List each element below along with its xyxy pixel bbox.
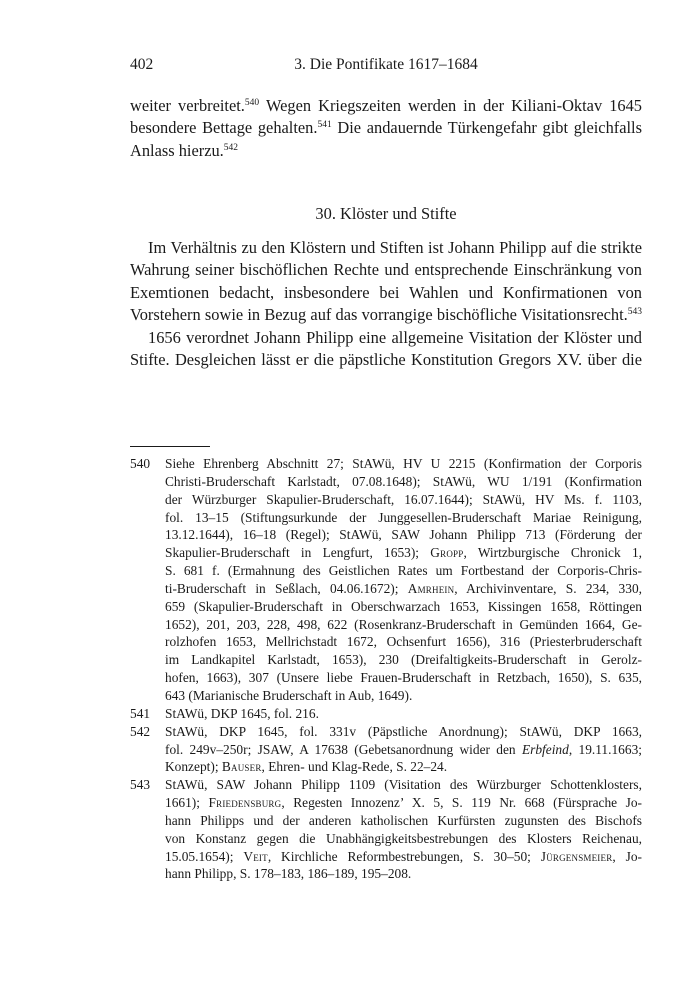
paragraph-intro	[130, 95, 642, 162]
footnote-line: Skapulier-Bruderschaft in Lengfurt, 1653); Gropp, Wirtzburgische Chronick 1,	[165, 545, 642, 561]
page-number: 402	[130, 56, 154, 73]
author-name: Bauser	[221, 759, 262, 775]
footnote-line: fol. 249v–250r; JSAW, A 17638 (Gebetsanordnung wider den Erbfeind, 19.11.1663;	[165, 741, 642, 757]
author-name: Jürgensmeier	[540, 848, 613, 864]
footnote-540	[130, 455, 642, 705]
text-line: Vorstehern sowie in Bezug auf das vorrangige bischöfliche Visitationsrecht.$^{543}$	[130, 305, 642, 325]
footnote-line: 15.05.1654); Veit, Kirchliche Reformbestrebungen, S. 30–50; Jürgensmeier, Jo-	[165, 848, 643, 864]
footnote-line: Christi-Bruderschaft Karlstadt, 07.08.1648); StAWü, WU 1/191 (Konfirmation	[165, 473, 642, 489]
footnote-line: 643 (Marianische Bruderschaft in Aub, 1649).	[165, 687, 413, 703]
footnote-ref-540[interactable]: 540	[244, 98, 260, 108]
emphasis: Erbfeind	[521, 741, 569, 757]
text-line: besondere Bettage gehalten.$^{541}$ Die andauernde Türkengefahr gibt gleichfalls	[130, 118, 642, 138]
footnote-line: der Würzburger Skapulier-Bruderschaft, 16.07.1644); StAWü, HV Ms. f. 1103,	[165, 491, 642, 507]
footnote-line: 1661); Friedensburg, Regesten Innozenz’ X. 5, S. 119 Nr. 668 (Fürsprache Jo-	[165, 795, 643, 811]
running-title: 3. Die Pontifikate 1617–1684	[294, 56, 478, 73]
footnote-542	[130, 723, 642, 777]
text-line: Im Verhältnis zu den Klöstern und Stiften ist Johann Philipp auf die strikte	[148, 238, 642, 257]
text-line: 1656 verordnet Johann Philipp eine allgemeine Visitation der Klöster und	[148, 327, 642, 347]
footnote-separator	[130, 446, 210, 447]
footnote-line: StAWü, DKP 1645, fol. 216.	[165, 705, 319, 721]
footnote-line: hann Philipps und der anderen katholischen Kurfürsten zugunsten des Bischofs	[165, 812, 642, 828]
text-line: Exemtionen bedacht, insbesondere bei Wahlen und Konfirmationen von	[130, 282, 642, 302]
footnote-ref-542[interactable]: 542	[223, 142, 239, 153]
footnote-line: hofen, 1663), 307 (Unsere liebe Frauen-Bruderschaft in Retzbach, 1650), S. 635,	[165, 670, 642, 686]
footnote-number: 542	[130, 723, 151, 739]
running-header	[130, 56, 642, 78]
text-line: Wahrung seiner bischöflichen Rechte und entsprechende Einschränkung von	[130, 260, 642, 280]
footnote-line: im Landkapitel Karlstadt, 1653), 230 (Dreifaltigkeits-Bruderschaft in Gerolz-	[165, 652, 642, 668]
text-line: Stifte. Desgleichen lässt er die päpstliche Konstitution Gregors XV. über die	[130, 349, 642, 369]
footnote-ref-543[interactable]: 543	[627, 307, 642, 318]
footnote-number: 543	[130, 777, 151, 793]
footnote-543	[130, 776, 642, 883]
footnote-number: 540	[130, 456, 151, 471]
section-heading: 30. Klöster und Stifte	[315, 204, 457, 223]
footnote-line: rolzhofen 1653, Mellrichstadt 1672, Ochsenfurt 1656), 316 (Priesterbruderschaft	[165, 634, 642, 650]
footnote-541	[130, 705, 642, 723]
paragraph-kloester	[130, 237, 642, 371]
footnote-line: Konzept); Bauser, Ehren- und Klag-Rede, S. 22–24.	[165, 759, 448, 775]
footnote-line: S. 681 f. (Ermahnung des Geistlichen Rates um Fortbestand der Corporis-Chris-	[165, 563, 642, 579]
author-name: Veit	[243, 848, 268, 864]
footnote-line: Siehe Ehrenberg Abschnitt 27; StAWü, HV U 2215 (Konfirmation der Corporis	[165, 456, 642, 471]
text-line: weiter verbreitet.$^{540}$ Wegen Kriegszeiten werden in der Kiliani-Oktav 1645	[130, 96, 642, 115]
footnote-ref-541[interactable]: 541	[317, 120, 332, 131]
footnote-line: 13.12.1644), 16–18 (Regel); StAWü, SAW Johann Philipp 713 (Förderung der	[165, 527, 642, 543]
text-line: Anlass hierzu.$^{542}$	[130, 140, 239, 160]
footnote-line: 659 (Skapulier-Bruderschaft in Oberschwarzach 1653, Kissingen 1658, Röttingen	[165, 598, 642, 614]
author-name: Amrhein	[407, 580, 455, 596]
footnote-line: StAWü, SAW Johann Philipp 1109 (Visitation des Würzburger Schottenklosters,	[165, 777, 642, 793]
footnote-number: 541	[130, 705, 151, 721]
footnote-line: ti-Bruderschaft in Seßlach, 04.06.1672); Amrhein, Archivinventare, S. 234, 330,	[165, 580, 642, 596]
footnotes	[130, 455, 642, 883]
footnote-line: von Konstanz gegen die Unabhängigkeitsbestrebungen des Klosters Reichenau,	[165, 830, 642, 846]
footnote-line: hann Philipp, S. 178–183, 186–189, 195–208.	[165, 866, 412, 882]
footnote-line: 1652), 201, 203, 228, 498, 622 (Rosenkranz-Bruderschaft in Gemünden 1664, Ge-	[165, 616, 642, 632]
footnote-line: fol. 13–15 (Stiftungsurkunde der Junggesellen-Bruderschaft Mariae Reinigung,	[165, 509, 642, 525]
author-name: Gropp	[430, 545, 464, 561]
author-name: Friedensburg	[208, 795, 282, 811]
footnote-line: StAWü, DKP 1645, fol. 331v (Päpstliche Anordnung); StAWü, DKP 1663,	[165, 723, 642, 739]
